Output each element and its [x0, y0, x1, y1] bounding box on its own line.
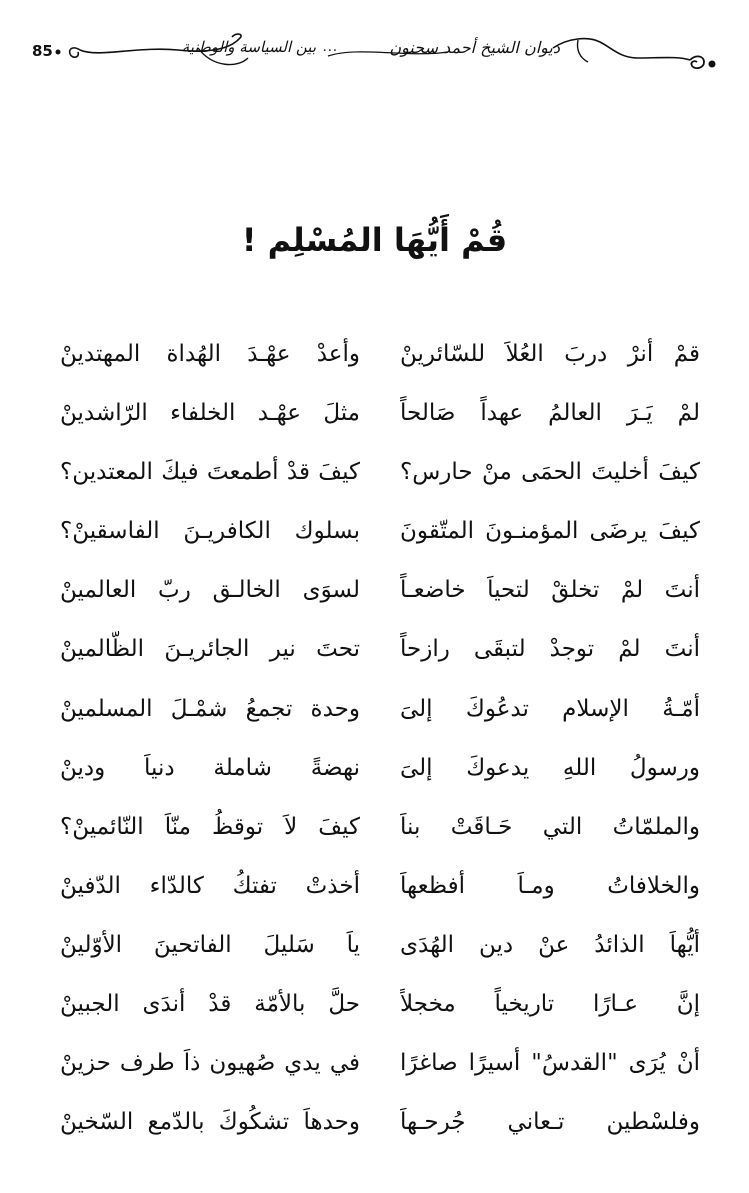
verse-second-hemistich: كيفَ قدْ أطمعتَ فيكَ المعتدين؟ [60, 459, 360, 486]
verse-first-hemistich: كيفَ أخليتَ الحمَى منْ حارس؟ [400, 459, 700, 486]
verse [60, 916, 700, 975]
poem-verses [60, 325, 700, 1152]
verse-first-hemistich: والملمّاتُ التي حَـاقَتْ بناَ [400, 813, 700, 840]
verse [60, 384, 700, 443]
verse-second-hemistich: وحدهاَ تشكُوكَ بالدّمع السّخينْ [60, 1109, 360, 1136]
verse-second-hemistich: مثلَ عهْـد الخلفاء الرّاشدينْ [60, 400, 360, 427]
verse [60, 680, 700, 739]
running-header [28, 28, 718, 88]
verse-first-hemistich: كيفَ يرضَى المؤمنـونَ المتّقونَ [400, 518, 700, 545]
verse-first-hemistich: ورسولُ اللهِ يدعوكَ إلىَ [400, 754, 700, 781]
verse [60, 1034, 700, 1093]
verse-first-hemistich: إنَّ عـارًا تاريخياً مخجلاً [400, 991, 700, 1018]
verse [60, 857, 700, 916]
scroll-flourish-icon [28, 28, 718, 88]
section-title: بين السياسة والوطنية [181, 38, 316, 56]
verse [60, 502, 700, 561]
verse [60, 325, 700, 384]
verse-second-hemistich: بسلوك الكافريـنَ الفاسقينْ؟ [60, 518, 360, 545]
verse [60, 798, 700, 857]
verse-second-hemistich: كيفَ لاَ توقظُ منّاَ النّائمينْ؟ [60, 813, 360, 840]
page-number: 85 [32, 42, 53, 60]
poem-title: قُمْ أَيُّهَا المُسْلِم ! [241, 221, 508, 259]
verse-second-hemistich: وحدة تجمعُ شمْـلَ المسلمينْ [60, 695, 360, 722]
header-separator: ... [322, 40, 338, 55]
verse-first-hemistich: أنتَ لمْ توجدْ لتبقَى رازحاً [400, 636, 700, 663]
verse [60, 975, 700, 1034]
verse [60, 561, 700, 620]
verse-first-hemistich: والخلافاتُ ومـاَ أفظعهاَ [400, 872, 700, 899]
verse [60, 620, 700, 679]
verse-first-hemistich: وفلسْطين تـعاني جُرحـهاَ [400, 1109, 700, 1136]
verse-first-hemistich: أيُّهاَ الذائدُ عنْ دين الهُدَى [400, 931, 700, 958]
verse-second-hemistich: لسوَى الخالـق ربّ العالمينْ [60, 577, 360, 604]
verse-second-hemistich: وأعدْ عهْـدَ الهُداة المهتدينْ [60, 341, 360, 367]
verse-first-hemistich: لمْ يَـرَ العالمُ عهداً صَالحاً [400, 400, 700, 427]
verse [60, 443, 700, 502]
verse-second-hemistich: تحتَ نير الجائريـنَ الظّالمينْ [60, 636, 360, 663]
verse-second-hemistich: في يدي صُهيون ذاَ طرف حزينْ [60, 1050, 360, 1077]
verse-first-hemistich: أنتَ لمْ تخلقْ لتحياَ خاضعـاً [400, 577, 700, 604]
verse-second-hemistich: نهضةً شاملة دنياَ ودينْ [60, 754, 360, 781]
verse [60, 1093, 700, 1152]
verse-first-hemistich: قمْ أنرْ دربَ العُلاَ للسّائرينْ [400, 341, 700, 367]
verse-second-hemistich: أخذتْ تفتكُ كالدّاء الدّفينْ [60, 872, 360, 899]
book-title: ديوان الشيخ أحمد سحنون [389, 38, 560, 57]
verse-first-hemistich: أمّـةُ الإسلام تدعُوكَ إلىَ [400, 695, 700, 722]
verse [60, 739, 700, 798]
verse-second-hemistich: حلَّ بالأمّة قدْ أندَى الجبينْ [60, 991, 360, 1018]
verse-first-hemistich: أنْ يُرَى "القدسُ" أسيرًا صاغرًا [400, 1050, 700, 1077]
verse-second-hemistich: ياَ سَليلَ الفاتحينَ الأوّلينْ [60, 931, 360, 958]
